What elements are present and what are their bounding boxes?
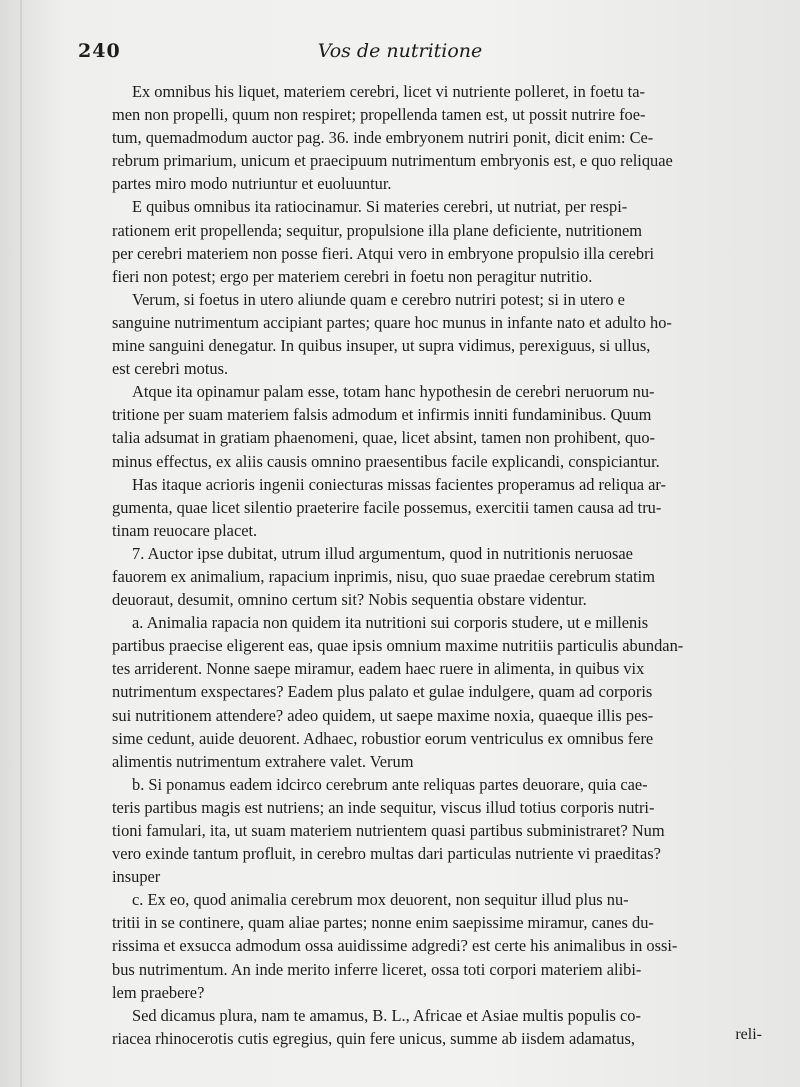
text-line: tritii in se continere, quam aliae partes; nonne enim saepissime miramur, canes du-	[112, 913, 654, 933]
text-line: insuper	[112, 867, 161, 887]
running-head: Vos de nutritione	[317, 40, 483, 62]
text-line: teris partibus magis est nutriens; an inde sequitur, viscus illud totius corporis nutri-	[112, 797, 655, 817]
text-line: men non propelli, quum non respiret; propellenda tamen est, ut possit nutrire foe-	[112, 105, 646, 125]
text-line: mine sanguini denegatur. In quibus insuper, ut supra vidimus, perexiguus, si ullus,	[112, 336, 651, 356]
text-line: Verum, si foetus in utero aliunde quam e cerebro nutriri potest; si in utero e	[132, 289, 625, 309]
text-line: tes arriderent. Nonne saepe miramur, eadem haec ruere in alimenta, in quibus vix	[112, 659, 645, 679]
text-line: sime cedunt, auide deuorent. Adhaec, robustior eorum ventriculus ex omnibus fere	[112, 728, 654, 748]
text-line: rissima et exsucca admodum ossa auidissime adgredi? est certe his animalibus in ossi-	[112, 936, 678, 956]
page-edge-shadow	[20, 0, 22, 1087]
text-line: talia adsumat in gratiam phaenomeni, quae, licet absint, tamen non prohibent, quo-	[112, 428, 656, 448]
text-line: Ex omnibus his liquet, materiem cerebri, licet vi nutriente polleret, in foetu ta-	[132, 82, 645, 101]
catchword: reli-	[735, 1026, 762, 1043]
text-line: tritione per suam materiem falsis admodum et infirmis inniti fundaminibus. Quum	[112, 405, 652, 425]
text-line: partes miro modo nutriuntur et euoluuntur.	[112, 174, 392, 194]
text-line: vero exinde tantum profluit, in cerebro multas dari particulas nutriente vi praeditas?	[112, 844, 661, 864]
text-line: c. Ex eo, quod animalia cerebrum mox deuorent, non sequitur illud plus nu-	[132, 890, 629, 910]
text-line: deuoraut, desumit, omnino certum sit? Nobis sequentia obstare videntur.	[112, 590, 587, 610]
text-line: alimentis nutrimentum extrahere valet. Verum	[112, 751, 414, 771]
text-line: bus nutrimentum. An inde merito inferre liceret, ossa toti corpori materiem alibi-	[112, 959, 642, 979]
text-line: Has itaque acrioris ingenii coniecturas missas facientes properamus ad reliqua ar-	[132, 474, 666, 494]
text-line: partibus praecise eligerent eas, quae ipsis omnium maxime nutritiis particulis abundan-	[112, 636, 684, 656]
page-number: 240	[78, 40, 121, 62]
text-line: rationem erit propellenda; sequitur, propulsione illa plane deficiente, nutritionem	[112, 220, 643, 240]
text-line: tum, quemadmodum auctor pag. 36. inde embryonem nutriri ponit, dicit enim: Ce-	[112, 128, 654, 148]
text-line: rebrum primarium, unicum et praecipuum nutrimentum embryonis est, e quo reliquae	[112, 151, 673, 171]
text-line: a. Animalia rapacia non quidem ita nutritioni sui corporis studere, ut e millenis	[132, 613, 649, 633]
text-line: minus effectus, ex aliis causis omnino praesentibus facile explicandi, conspiciantur.	[112, 451, 660, 471]
text-line: Atque ita opinamur palam esse, totam hanc hypothesin de cerebri neruorum nu-	[132, 382, 655, 402]
text-line: lem praebere?	[112, 982, 205, 1002]
text-line: gumenta, quae licet silentio praeterire facile possemus, exercitii tamen causa ad tru-	[112, 497, 662, 517]
text-line: b. Si ponamus eadem idcirco cerebrum ante reliquas partes deuorare, quia cae-	[132, 774, 648, 794]
page-header	[0, 40, 800, 70]
text-line: tinam reuocare placet.	[112, 520, 258, 540]
text-line: est cerebri motus.	[112, 359, 229, 379]
text-line: sanguine nutrimentum accipiant partes; quare hoc munus in infante nato et adulto ho-	[112, 312, 672, 332]
text-line: riacea rhinocerotis cutis egregius, quin fere unicus, summe ab iisdem adamatus,	[112, 1028, 635, 1048]
text-line: per cerebri materiem non posse fieri. Atqui vero in embryone propulsio illa cerebri	[112, 243, 655, 263]
text-line: fauorem ex animalium, rapacium inprimis, nisu, quo suae praedae cerebrum statim	[112, 566, 655, 586]
text-line: E quibus omnibus ita ratiocinamur. Si materies cerebri, ut nutriat, per respi-	[132, 197, 628, 217]
text-line: tioni famulari, ita, ut suam materiem nutrientem quasi partibus subministraret? Num	[112, 821, 665, 840]
body-text	[112, 80, 738, 1050]
text-line: 7. Auctor ipse dubitat, utrum illud argumentum, quod in nutritionis neruosae	[132, 543, 633, 563]
text-line: nutrimentum exspectares? Eadem plus palato et gulae indulgere, quam ad corporis	[112, 682, 653, 702]
text-line: Sed dicamus plura, nam te amamus, B. L., Africae et Asiae multis populis co-	[132, 1005, 641, 1025]
text-line: sui nutritionem attendere? adeo quidem, ut saepe maxime noxia, quaeque illis pes-	[112, 705, 654, 725]
text-line: fieri non potest; ergo per materiem cerebri in foetu non peragitur nutritio.	[112, 266, 593, 286]
